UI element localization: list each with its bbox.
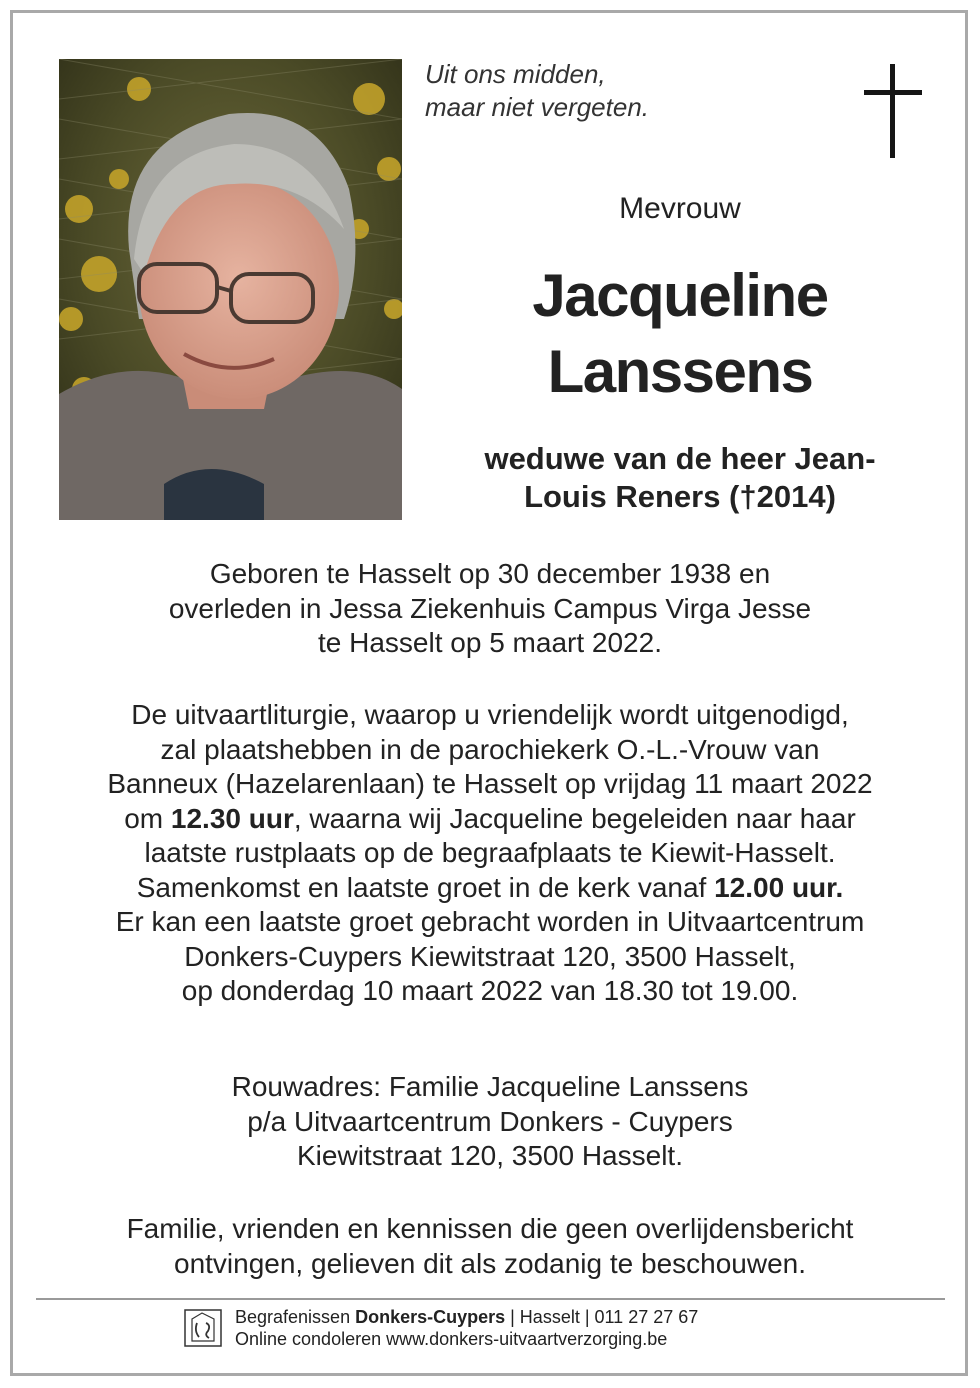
honorific: Mevrouw <box>619 192 741 225</box>
deceased-name <box>430 258 930 410</box>
text-line: Er kan een laatste groet gebracht worden in Uitvaartcentrum <box>115 906 865 937</box>
ceremony-time: 12.30 uur <box>170 802 294 834</box>
text-line: te Hasselt op 5 maart 2022. <box>318 627 662 658</box>
footer-info <box>235 1306 698 1350</box>
text-line: Kiewitstraat 120, 3500 Hasselt. <box>297 1140 683 1171</box>
text-line: Donkers-Cuypers Kiewitstraat 120, 3500 Hasselt, <box>184 940 796 972</box>
spouse-info <box>420 440 940 516</box>
first-name: Jacqueline <box>532 262 828 329</box>
text-segment: Begrafenissen <box>235 1307 356 1327</box>
company-contact: | Hasselt | 011 27 27 67 <box>505 1307 699 1327</box>
text-line <box>40 871 940 906</box>
text-line: Rouwadres: Familie Jacqueline Lanssens <box>231 1071 749 1102</box>
memorial-quote <box>425 58 649 124</box>
text-line: zal plaatshebben in de parochiekerk O.-L.-Vrouw van <box>160 733 820 765</box>
cross-icon <box>864 64 922 158</box>
text-line: overleden in Jessa Ziekenhuis Campus Virga Jesse <box>168 592 812 624</box>
spouse-line: weduwe van de heer Jean- <box>484 441 876 476</box>
quote-line: Uit ons midden, <box>425 59 606 89</box>
text-segment: , waarna wij Jacqueline begeleiden naar haar <box>293 802 856 834</box>
text-line: Geboren te Hasselt op 30 december 1938 en <box>209 558 771 589</box>
text-segment: om <box>124 802 171 834</box>
text-line: Familie, vrienden en kennissen die geen overlijdensbericht <box>126 1213 854 1244</box>
gathering-time: 12.00 uur. <box>714 871 844 903</box>
footer-divider <box>36 1298 945 1300</box>
quote-line: maar niet vergeten. <box>425 92 650 122</box>
spouse-line: Louis Reners (†2014) <box>524 479 836 514</box>
ceremony-paragraph <box>40 698 940 1009</box>
text-line: Banneux (Hazelarenlaan) te Hasselt op vrijdag 11 maart 2022 <box>107 768 873 799</box>
birth-death-paragraph <box>40 557 940 661</box>
online-condolence-link[interactable]: Online condoleren www.donkers-uitvaartverzorging.be <box>235 1329 668 1349</box>
text-segment: Samenkomst en laatste groet in de kerk vanaf <box>136 871 715 903</box>
closing-note <box>40 1212 940 1281</box>
company-logo-icon <box>184 1309 222 1347</box>
text-line: De uitvaartliturgie, waarop u vriendelijk wordt uitgenodigd, <box>131 699 849 730</box>
company-name: Donkers-Cuypers <box>355 1307 506 1327</box>
text-line: op donderdag 10 maart 2022 van 18.30 tot 19.00. <box>181 975 799 1006</box>
text-line <box>40 802 940 837</box>
text-line: laatste rustplaats op de begraafplaats te Kiewit-Hasselt. <box>144 837 836 868</box>
text-line: p/a Uitvaartcentrum Donkers - Cuypers <box>247 1105 733 1137</box>
portrait-photo <box>59 59 402 520</box>
text-line: ontvingen, gelieven dit als zodanig te beschouwen. <box>174 1247 806 1279</box>
last-name: Lanssens <box>547 338 813 405</box>
company-line <box>235 1306 698 1328</box>
mourning-address <box>40 1070 940 1174</box>
